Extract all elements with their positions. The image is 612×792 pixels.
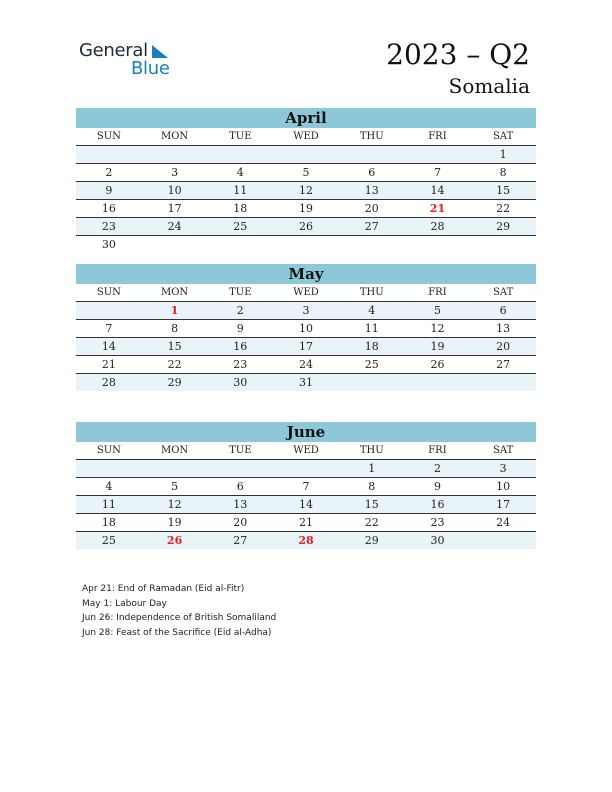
- day-cell: [207, 460, 273, 477]
- day-cell: 17: [167, 202, 182, 215]
- weekday-label: FRI: [428, 131, 447, 142]
- week-row: [76, 218, 536, 236]
- weekday-label: FRI: [428, 445, 447, 456]
- day-cell: 25: [101, 534, 116, 547]
- page-title: 2023 – Q2: [386, 38, 530, 71]
- week-row: [76, 146, 536, 164]
- week-row: [76, 478, 536, 496]
- day-cell: 16: [430, 498, 445, 511]
- day-cell: [339, 236, 405, 253]
- week-row: [76, 532, 536, 549]
- day-cell: 4: [105, 480, 113, 493]
- day-cell: 14: [101, 340, 116, 353]
- day-cell: 4: [368, 304, 376, 317]
- month-header: June: [76, 422, 536, 442]
- weekday-label: SUN: [96, 131, 121, 142]
- holiday-note: Jun 28: Feast of the Sacrifice (Eid al-Adha): [82, 627, 272, 638]
- holiday-note: Apr 21: End of Ramadan (Eid al-Fitr): [82, 584, 245, 594]
- holiday-note: May 1: Labour Day: [82, 598, 167, 609]
- month-header: April: [76, 108, 536, 128]
- day-cell: 13: [364, 184, 379, 197]
- day-cell: 23: [430, 516, 445, 529]
- day-cell: 4: [236, 166, 244, 179]
- week-row: [76, 374, 536, 391]
- holiday-day-cell: 1: [170, 304, 179, 317]
- day-cell: 25: [233, 220, 248, 233]
- day-cell: [273, 236, 339, 253]
- week-row: [76, 200, 536, 218]
- day-cell: 24: [299, 358, 314, 371]
- day-cell: 20: [233, 516, 248, 529]
- day-cell: [76, 146, 142, 163]
- day-cell: 24: [167, 220, 182, 233]
- day-cell: 2: [236, 304, 244, 317]
- day-cell: 2: [105, 166, 113, 179]
- day-cell: 2: [433, 462, 441, 475]
- day-cell: [405, 146, 471, 163]
- day-cell: 28: [101, 376, 116, 389]
- weekday-header-row: [76, 284, 536, 302]
- day-cell: [339, 374, 405, 391]
- day-cell: 6: [368, 166, 376, 179]
- day-cell: 17: [496, 498, 511, 511]
- day-cell: 15: [496, 184, 511, 197]
- day-cell: 19: [299, 202, 314, 215]
- week-row: [76, 338, 536, 356]
- day-cell: 5: [302, 166, 310, 179]
- week-row: [76, 356, 536, 374]
- day-cell: 11: [233, 184, 248, 197]
- day-cell: 12: [167, 498, 182, 511]
- day-cell: 20: [364, 202, 379, 215]
- week-row: [76, 460, 536, 478]
- country-name: Somalia: [448, 74, 530, 98]
- day-cell: [273, 460, 339, 477]
- day-cell: [76, 302, 142, 319]
- day-cell: 24: [496, 516, 511, 529]
- day-cell: 8: [368, 480, 376, 493]
- weekday-label: SAT: [493, 445, 514, 456]
- day-cell: 30: [233, 376, 248, 389]
- day-cell: 14: [430, 184, 445, 197]
- day-cell: 9: [433, 480, 441, 493]
- day-cell: 15: [167, 340, 182, 353]
- day-cell: 25: [364, 358, 379, 371]
- day-cell: 16: [233, 340, 248, 353]
- weekday-label: SAT: [493, 131, 514, 142]
- day-cell: 13: [233, 498, 248, 511]
- week-row: [76, 182, 536, 200]
- weekday-label: MON: [160, 131, 189, 142]
- day-cell: 21: [299, 516, 314, 529]
- day-cell: 1: [499, 148, 507, 161]
- weekday-label: TUE: [229, 131, 252, 142]
- day-cell: 18: [364, 340, 379, 353]
- day-cell: 7: [105, 322, 113, 335]
- day-cell: 23: [233, 358, 248, 371]
- weekday-label: WED: [293, 287, 319, 298]
- day-cell: 29: [167, 376, 182, 389]
- day-cell: 20: [496, 340, 511, 353]
- day-cell: 16: [101, 202, 116, 215]
- holiday-note: Jun 26: Independence of British Somaliland: [82, 613, 277, 623]
- day-cell: [76, 460, 142, 477]
- weekday-label: WED: [293, 445, 319, 456]
- day-cell: [470, 236, 536, 253]
- day-cell: 11: [101, 498, 116, 511]
- logo-text-general: General: [79, 40, 148, 61]
- day-cell: 15: [364, 498, 379, 511]
- day-cell: [405, 374, 471, 391]
- weekday-header-row: [76, 128, 536, 146]
- weekday-label: THU: [359, 287, 384, 298]
- day-cell: [405, 236, 471, 253]
- weekday-header-row: [76, 442, 536, 460]
- day-cell: 10: [167, 184, 182, 197]
- logo-text-blue: Blue: [131, 58, 170, 79]
- day-cell: 22: [496, 202, 511, 215]
- day-cell: 6: [236, 480, 244, 493]
- day-cell: 7: [433, 166, 441, 179]
- holiday-day-cell: 28: [298, 534, 314, 547]
- day-cell: 9: [236, 322, 244, 335]
- week-row: [76, 236, 536, 253]
- weekday-label: THU: [359, 131, 384, 142]
- day-cell: 27: [496, 358, 511, 371]
- day-cell: 22: [364, 516, 379, 529]
- day-cell: 13: [496, 322, 511, 335]
- month-may: [76, 264, 536, 391]
- day-cell: [142, 236, 208, 253]
- day-cell: 12: [299, 184, 314, 197]
- day-cell: 26: [430, 358, 445, 371]
- weekday-label: WED: [293, 131, 319, 142]
- day-cell: 8: [171, 322, 179, 335]
- weekday-label: MON: [160, 287, 189, 298]
- weekday-label: TUE: [229, 445, 252, 456]
- month-header: May: [76, 264, 536, 284]
- day-cell: 9: [105, 184, 113, 197]
- day-cell: 27: [364, 220, 379, 233]
- day-cell: 31: [299, 376, 314, 389]
- day-cell: 21: [101, 358, 116, 371]
- weekday-label: MON: [160, 445, 189, 456]
- day-cell: 10: [496, 480, 511, 493]
- month-april: [76, 108, 536, 253]
- week-row: [76, 496, 536, 514]
- day-cell: 3: [302, 304, 310, 317]
- day-cell: 5: [171, 480, 179, 493]
- day-cell: 7: [302, 480, 310, 493]
- day-cell: 10: [299, 322, 314, 335]
- day-cell: [207, 236, 273, 253]
- day-cell: 28: [430, 220, 445, 233]
- weekday-label: FRI: [428, 287, 447, 298]
- day-cell: 6: [499, 304, 507, 317]
- day-cell: 5: [433, 304, 441, 317]
- day-cell: 29: [364, 534, 379, 547]
- weekday-label: THU: [359, 445, 384, 456]
- holiday-day-cell: 26: [166, 534, 183, 547]
- week-row: [76, 164, 536, 182]
- day-cell: [142, 460, 208, 477]
- weekday-label: SUN: [96, 287, 121, 298]
- day-cell: 30: [430, 534, 445, 547]
- weekday-label: TUE: [229, 287, 252, 298]
- day-cell: 26: [299, 220, 314, 233]
- day-cell: 19: [167, 516, 182, 529]
- day-cell: 12: [430, 322, 445, 335]
- weekday-label: SUN: [96, 445, 121, 456]
- day-cell: 17: [299, 340, 314, 353]
- day-cell: [207, 146, 273, 163]
- day-cell: 8: [499, 166, 507, 179]
- weekday-label: SAT: [493, 287, 514, 298]
- day-cell: 19: [430, 340, 445, 353]
- week-row: [76, 514, 536, 532]
- day-cell: 18: [101, 516, 116, 529]
- generalblue-logo: [79, 40, 179, 80]
- holiday-notes: [82, 582, 276, 640]
- day-cell: 14: [299, 498, 314, 511]
- day-cell: [339, 146, 405, 163]
- day-cell: [470, 532, 536, 549]
- day-cell: 27: [233, 534, 248, 547]
- month-june: [76, 422, 536, 549]
- week-row: [76, 320, 536, 338]
- day-cell: 29: [496, 220, 511, 233]
- day-cell: [470, 374, 536, 391]
- day-cell: 11: [364, 322, 379, 335]
- day-cell: 22: [167, 358, 182, 371]
- day-cell: 23: [101, 220, 116, 233]
- day-cell: 1: [368, 462, 376, 475]
- day-cell: 30: [101, 238, 116, 251]
- week-row: [76, 302, 536, 320]
- day-cell: [142, 146, 208, 163]
- day-cell: 3: [499, 462, 507, 475]
- holiday-day-cell: 21: [429, 202, 446, 215]
- day-cell: 3: [171, 166, 179, 179]
- day-cell: 18: [233, 202, 248, 215]
- day-cell: [273, 146, 339, 163]
